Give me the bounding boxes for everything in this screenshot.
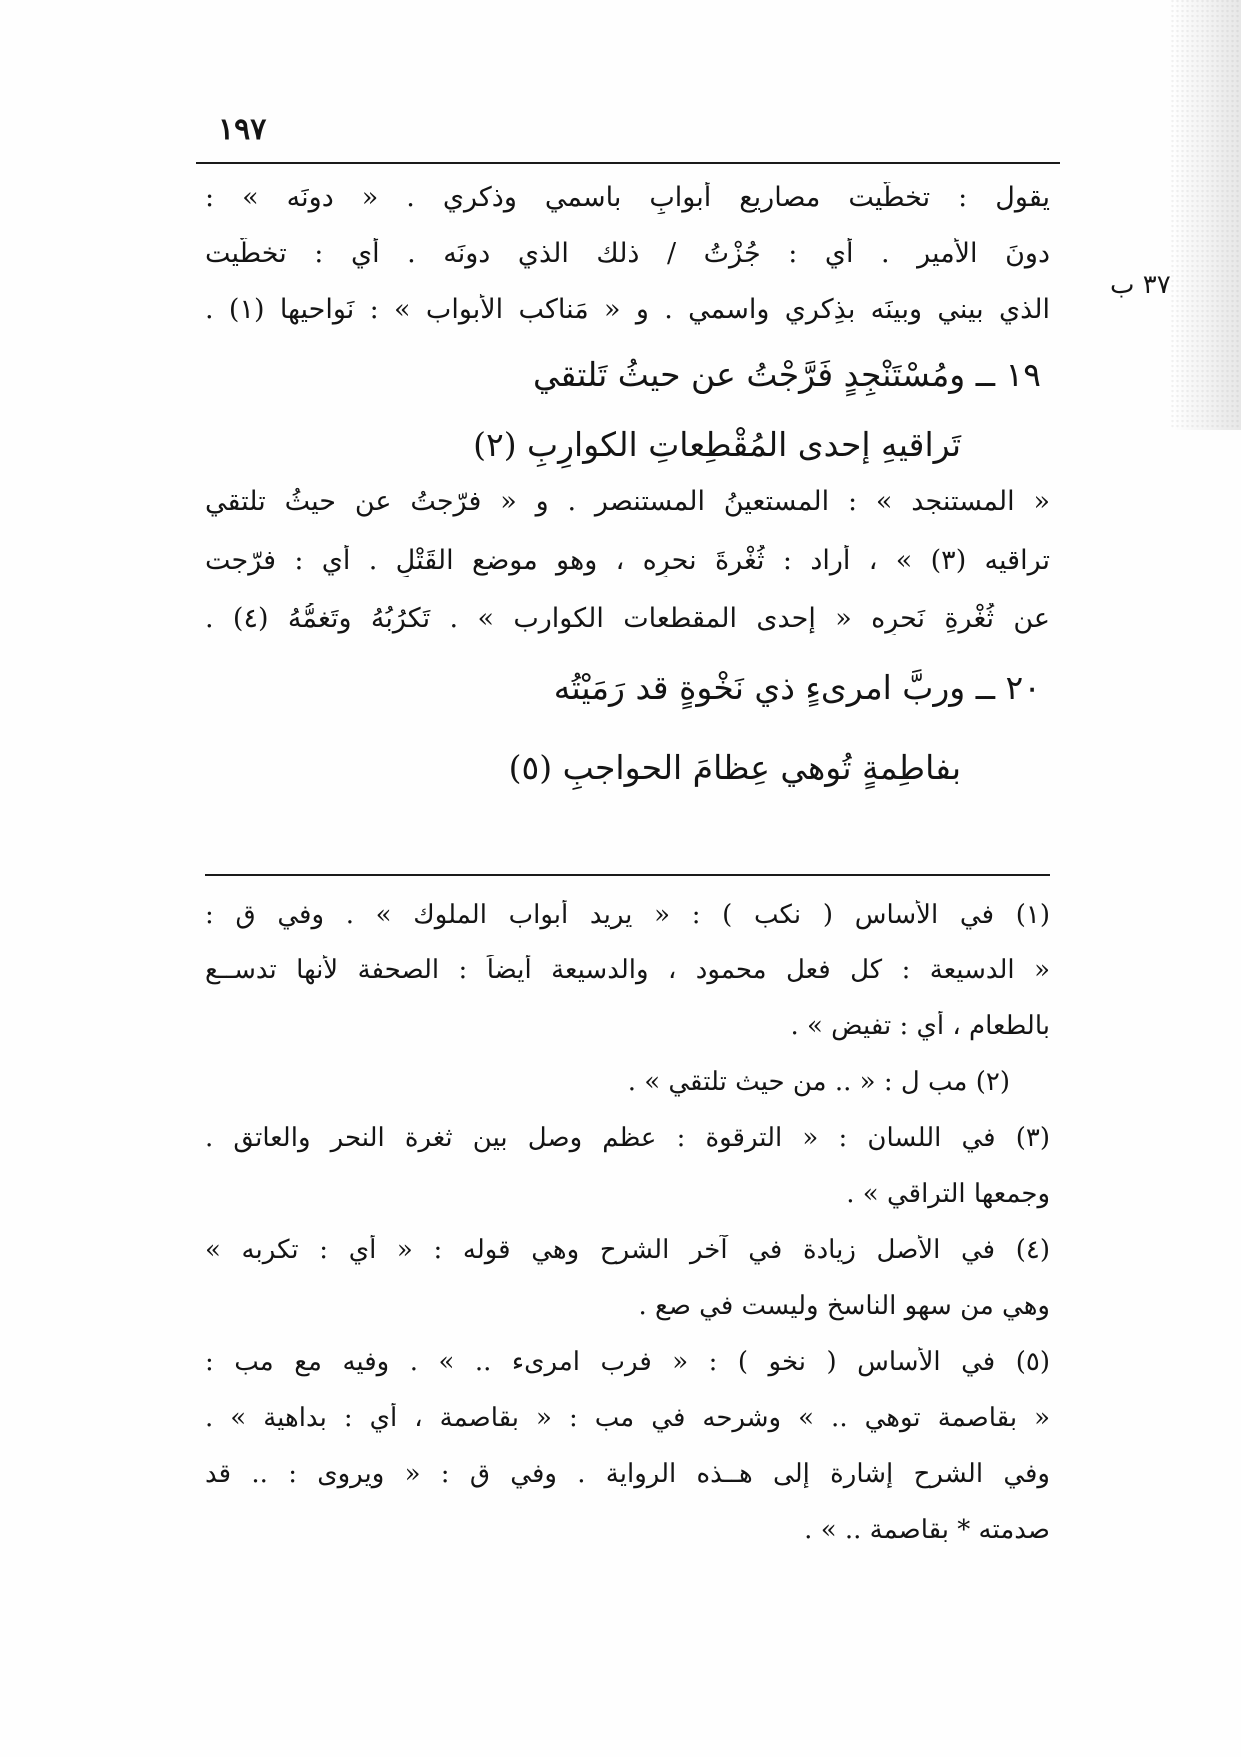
footnote-5-line-4: صدمته * بقاصمة .. » . — [804, 1515, 1050, 1545]
footnote-rule — [205, 874, 1050, 876]
margin-manuscript-ref: ٣٧ ب — [1110, 270, 1171, 300]
footnote-1-line-3: بالطعام ، أي : تفيض » . — [790, 1011, 1050, 1041]
footnote-5-line-3: وفي الشرح إشارة إلى هــذه الرواية . وفي ق : « ويروى : .. قد — [205, 1459, 1050, 1489]
footnote-3-line-1: (٣) في اللسان : « الترقوة : عظم وصل بين ثغرة النحر والعاتق . — [205, 1123, 1050, 1153]
footnote-4-line-2: وهي من سهو الناسخ وليست في صع . — [638, 1291, 1050, 1321]
footnote-2: (٢) مب ل : « .. من حيث تلتقي » . — [627, 1067, 1010, 1097]
verse-20-hemistich-2: بفاطِمةٍ تُوهي عِظامَ الحواجبِ (٥) — [508, 748, 961, 787]
commentary-line-3: الذي بيني وبينَه بذِكري واسمي . و « مَناكب الأبواب » : نَواحيها (١) . — [205, 294, 1050, 325]
verse-19-hemistich-1: ١٩ ــ ومُسْتَنْجِدٍ فَرَّجْتُ عن حيثُ تَلتقي — [533, 355, 1041, 394]
commentary2-line-2: تراقيه (٣) » ، أراد : ثُغْرةَ نحرِه ، وهو موضع القَتْلِ . أي : فرّجت — [205, 545, 1050, 576]
footnote-1-line-1: (١) في الأساس ( نكب ) : « يريد أبواب الملوك » . وفي ق : — [205, 900, 1050, 930]
footnote-1-line-2: « الدسيعة : كل فعل محمود ، والدسيعة أيضاً : الصحفة لأنها تدســع — [205, 955, 1050, 985]
page-number: ١٩٧ — [218, 112, 267, 147]
footnote-3-line-2: وجمعها التراقي » . — [846, 1179, 1050, 1209]
scan-edge-shadow — [1171, 0, 1241, 430]
verse-20-hemistich-1: ٢٠ ــ وربَّ امرىءٍ ذي نَخْوةٍ قد رَمَيْتُه — [553, 668, 1041, 707]
footnote-4-line-1: (٤) في الأصل زيادة في آخر الشرح وهي قوله : « أي : تكربه » — [205, 1235, 1050, 1265]
footnote-5-line-1: (٥) في الأساس ( نخو ) : « فرب امرىء .. » . وفيه مع مب : — [205, 1347, 1050, 1377]
commentary-line-2: دونَ الأمير . أي : جُزْتُ / ذلك الذي دونَه . أي : تخطّيت — [205, 238, 1050, 269]
commentary-line-1: يقول : تخطّيت مصاريع أبوابٍ باسمي وذكري . « دونَه » : — [205, 182, 1050, 213]
footnote-5-line-2: « بقاصمة توهي .. » وشرحه في مب : « بقاصمة ، أي : بداهية » . — [205, 1403, 1050, 1433]
commentary2-line-1: « المستنجد » : المستعينُ المستنصر . و « فرّجتُ عن حيثُ تلتقي — [205, 486, 1050, 517]
verse-19-hemistich-2: تَراقيهِ إحدى المُقْطِعاتِ الكوارِبِ (٢) — [473, 425, 961, 464]
header-rule — [196, 162, 1060, 164]
commentary2-line-3: عن ثُغْرةِ نَحرِه « إحدى المقطعات الكوارب » . تَكرُبُهُ وتَغمُّهُ (٤) . — [205, 603, 1050, 634]
